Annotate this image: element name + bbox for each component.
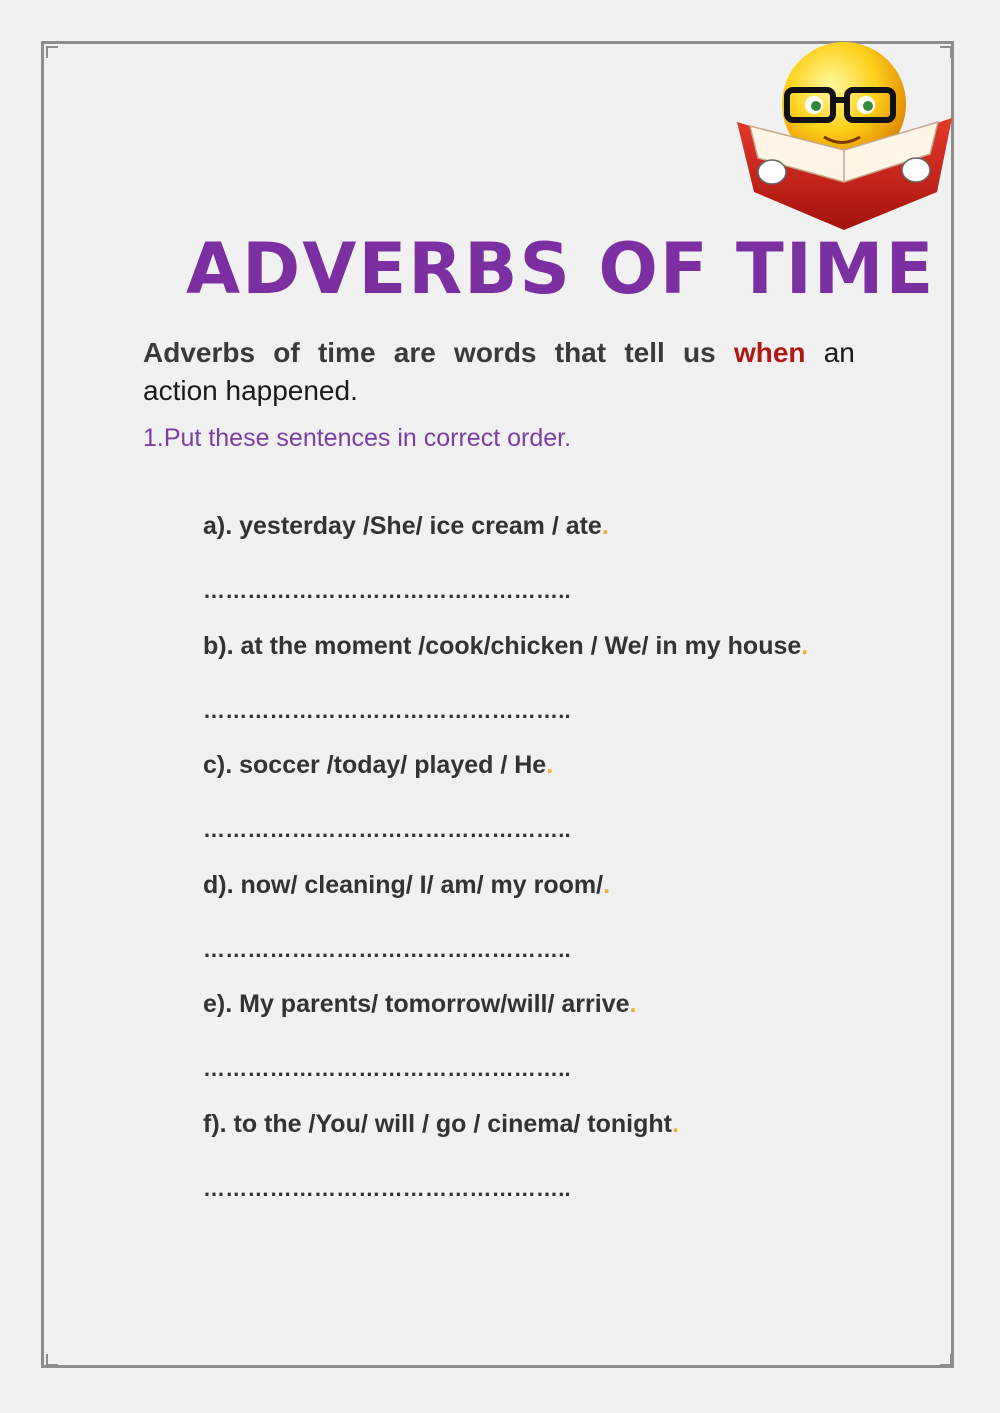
highlighted-word: when (733, 337, 806, 368)
definition-word: that (554, 337, 607, 368)
answer-line[interactable]: ………………………………………….. (203, 1175, 571, 1201)
corner-ornament (46, 1354, 58, 1366)
scrambled-sentence: c). soccer /today/ played / He. (203, 751, 554, 779)
scrambled-sentence: e). My parents/ tomorrow/will/ arrive. (203, 990, 637, 1018)
definition-word: words (454, 337, 537, 368)
answer-line[interactable]: ………………………………………….. (203, 936, 571, 962)
definition-line-2: action happened. (143, 375, 358, 406)
corner-ornament (46, 46, 58, 58)
definition-word: are (393, 337, 436, 368)
scrambled-sentence: a). yesterday /She/ ice cream / ate. (203, 512, 609, 540)
definition-word: time (317, 337, 376, 368)
exercise-list (203, 512, 808, 1229)
definition-paragraph (143, 334, 855, 410)
answer-line[interactable]: ………………………………………….. (203, 817, 571, 842)
exercise-item (203, 990, 808, 1110)
definition-word: us (683, 337, 716, 368)
corner-ornament (940, 1354, 952, 1366)
exercise-item (203, 751, 808, 871)
scrambled-sentence: b). at the moment /cook/chicken / We/ in my house. (203, 631, 809, 660)
exercise-item (203, 1110, 808, 1230)
exercise-item (203, 632, 808, 752)
instruction-text: 1.Put these sentences in correct order. (143, 424, 572, 452)
definition-word: tell (624, 337, 665, 368)
definition-word: an (823, 337, 855, 368)
answer-line[interactable]: ………………………………………….. (203, 1056, 571, 1081)
answer-line[interactable]: ………………………………………….. (203, 578, 571, 603)
scrambled-sentence: d). now/ cleaning/ I/ am/ my room/. (203, 870, 611, 899)
exercise-item (203, 512, 808, 632)
smiley-reading-book-icon (732, 42, 956, 232)
scrambled-sentence: f). to the /You/ will / go / cinema/ tonight. (203, 1109, 679, 1138)
definition-word: Adverbs (143, 337, 256, 368)
definition-word: of (273, 337, 300, 368)
exercise-item (203, 871, 808, 991)
definition-line-1 (143, 334, 855, 372)
worksheet-title: ADVERBS OF TIME (186, 228, 936, 310)
answer-line[interactable]: ………………………………………….. (203, 697, 571, 723)
